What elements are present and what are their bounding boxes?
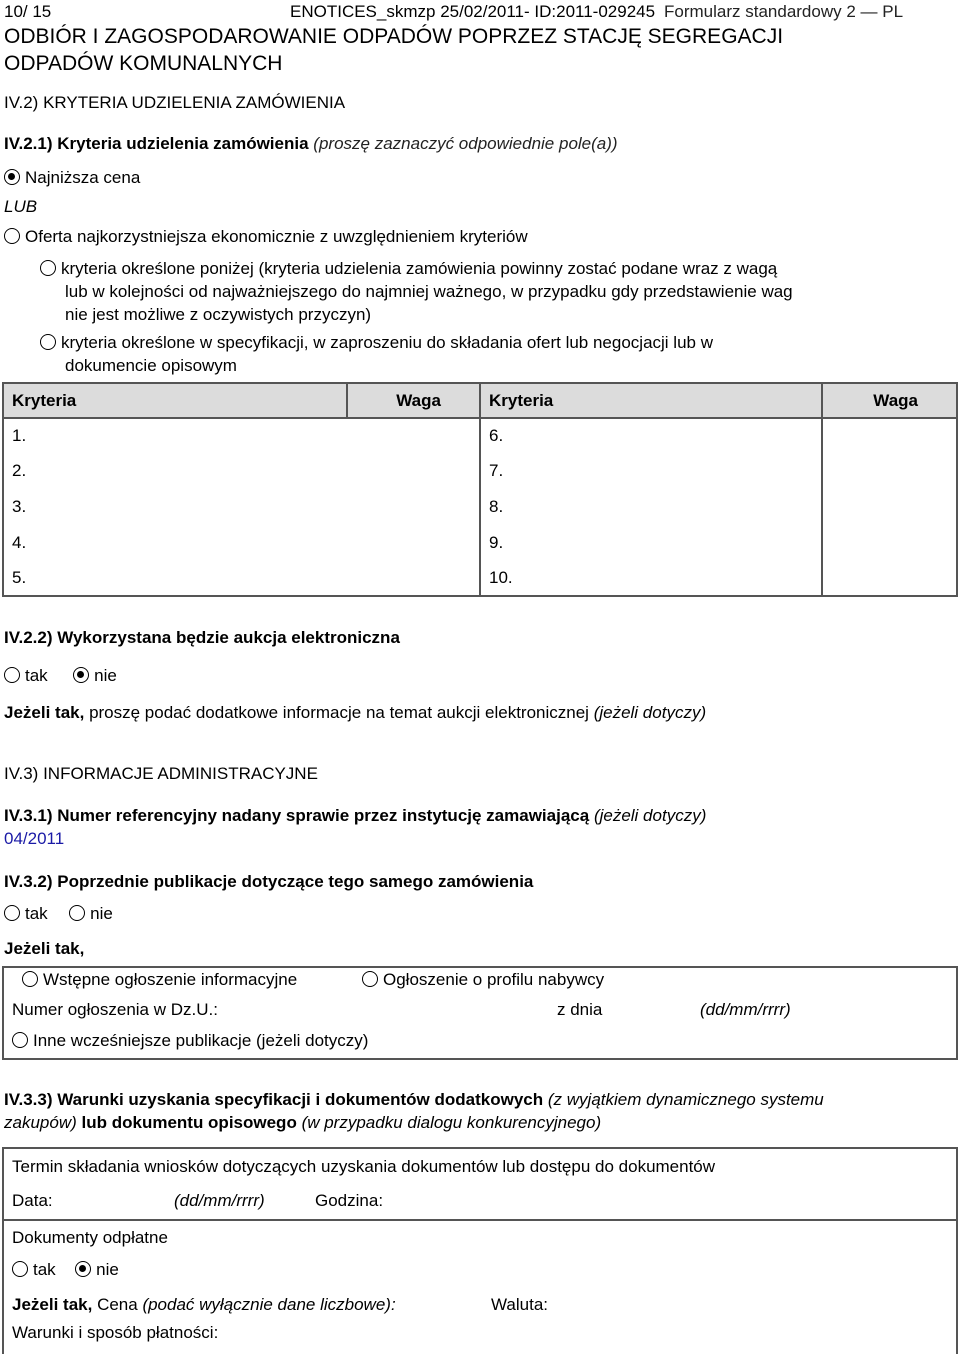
- criterion-right: 7.: [480, 454, 822, 490]
- radio-paid-tak[interactable]: [12, 1261, 28, 1277]
- paid-documents-options: [12, 1260, 119, 1280]
- prior-publication-options: [4, 904, 113, 924]
- radio-prior-tak[interactable]: [4, 905, 20, 921]
- weight-right[interactable]: [822, 489, 957, 525]
- option-other-publications: [12, 1031, 368, 1051]
- auction-if-yes-bold: Jeżeli tak,: [4, 703, 85, 722]
- subsection-iv33-title2: lub dokumentu opisowego: [81, 1113, 297, 1132]
- table-row: [3, 489, 957, 525]
- radio-paid-nie[interactable]: [75, 1261, 91, 1277]
- section-heading-iv2: IV.2) KRYTERIA UDZIELENIA ZAMÓWIENIA: [4, 93, 346, 112]
- subsection-iv31-hint: (jeżeli dotyczy): [593, 806, 707, 825]
- col-header-waga-1: Waga: [347, 383, 480, 418]
- price-hint: (podać wyłącznie dane liczbowe):: [142, 1295, 396, 1314]
- radio-buyer-profile[interactable]: [362, 971, 378, 987]
- weight-right[interactable]: [822, 454, 957, 490]
- price-line: [12, 1295, 396, 1315]
- currency-label: Waluta:: [491, 1295, 549, 1314]
- prior-information-label: Wstępne ogłoszenie informacyjne: [43, 970, 298, 989]
- oj-number-label: Numer ogłoszenia w Dz.U.:: [12, 1000, 218, 1019]
- lub-label: LUB: [4, 197, 38, 216]
- subsection-iv33-line1: [4, 1090, 824, 1110]
- radio-auction-tak[interactable]: [4, 667, 20, 683]
- col-header-kryteria-1: Kryteria: [3, 383, 347, 418]
- radio-prior-information[interactable]: [22, 971, 38, 987]
- criterion-left: 5.: [12, 567, 27, 587]
- subsection-iv22-title: IV.2.2) Wykorzystana będzie aukcja elektroniczna: [4, 628, 400, 647]
- reference-number: 04/2011: [4, 829, 65, 848]
- prior-nie-label: nie: [90, 904, 113, 923]
- payment-terms-label: Warunki i sposób płatności:: [12, 1323, 219, 1342]
- table-row: [3, 560, 957, 596]
- criteria-spec-line1: kryteria określone w specyfikacji, w zaproszeniu do składania ofert lub negocjacji lub w: [61, 333, 713, 352]
- radio-criteria-below[interactable]: [40, 260, 56, 276]
- notice-id: ENOTICES_skmzp 25/02/2011- ID:2011-029245: [290, 2, 656, 21]
- subsection-iv31-title: IV.3.1) Numer referencyjny nadany sprawie przez instytucję zamawiającą: [4, 806, 590, 825]
- radio-best-offer[interactable]: [4, 228, 20, 244]
- radio-prior-nie[interactable]: [69, 905, 85, 921]
- criteria-below-line1: kryteria określone poniżej (kryteria udzielenia zamówienia powinny zostać podane wraz z wagą: [61, 259, 778, 278]
- subsection-iv33-hint2: zakupów): [4, 1113, 77, 1132]
- subsection-iv21-hint: (proszę zaznaczyć odpowiednie pole(a)): [313, 134, 618, 153]
- auction-if-yes-hint: (jeżeli dotyczy): [593, 703, 707, 722]
- criterion-right: 6.: [480, 418, 822, 454]
- table-row: [3, 454, 957, 490]
- radio-criteria-spec[interactable]: [40, 334, 56, 350]
- option-best-offer: [4, 227, 528, 247]
- auction-tak-label: tak: [25, 666, 48, 685]
- subsection-iv21-title: IV.2.1) Kryteria udzielenia zamówienia: [4, 134, 309, 153]
- weight-left[interactable]: [347, 560, 480, 596]
- radio-auction-nie[interactable]: [73, 667, 89, 683]
- deadline-time-label: Godzina:: [315, 1191, 384, 1210]
- weight-left[interactable]: [347, 489, 480, 525]
- criterion-left: 2.: [12, 461, 27, 481]
- weight-left[interactable]: [347, 418, 480, 454]
- criterion-left: 3.: [12, 496, 27, 516]
- page-number: 10/ 15: [4, 2, 52, 21]
- col-header-kryteria-2: Kryteria: [480, 383, 822, 418]
- section-heading-iv3: IV.3) INFORMACJE ADMINISTRACYJNE: [4, 764, 318, 783]
- criterion-right: 9.: [480, 525, 822, 561]
- criteria-below-line2: lub w kolejności od najważniejszego do najmniej ważnego, w przypadku gdy przedstawienie wag: [65, 282, 793, 301]
- oj-date-label: z dnia: [557, 1000, 603, 1019]
- paid-documents-label: Dokumenty odpłatne: [12, 1228, 168, 1247]
- weight-left[interactable]: [347, 525, 480, 561]
- paid-tak-label: tak: [33, 1260, 56, 1279]
- criterion-left: 4.: [12, 532, 27, 552]
- subsection-iv33-line2: [4, 1113, 601, 1133]
- subsection-iv21: [4, 134, 618, 154]
- col-header-waga-2: Waga: [822, 383, 957, 418]
- auction-nie-label: nie: [94, 666, 117, 685]
- subsection-iv33-hint: (z wyjątkiem dynamicznego systemu: [547, 1090, 824, 1109]
- price-if-yes: Jeżeli tak,: [12, 1295, 93, 1314]
- subsection-iv33-title: IV.3.3) Warunki uzyskania specyfikacji i dokumentów dodatkowych: [4, 1090, 544, 1109]
- subsection-iv33-hint3: (w przypadku dialogu konkurencyjnego): [301, 1113, 602, 1132]
- auction-if-yes-text: proszę podać dodatkowe informacje na temat aukcji elektronicznej: [89, 703, 589, 722]
- other-publications-label: Inne wcześniejsze publikacje (jeżeli dotyczy): [33, 1031, 369, 1050]
- criterion-left: 1.: [12, 426, 27, 446]
- option-best-offer-label: Oferta najkorzystniejsza ekonomicznie z uwzględnieniem kryteriów: [25, 227, 528, 246]
- paid-nie-label: nie: [96, 1260, 119, 1279]
- criteria-below-line3: nie jest możliwe z oczywistych przyczyn): [65, 305, 372, 324]
- weight-right[interactable]: [822, 418, 957, 454]
- option-buyer-profile: [362, 970, 604, 990]
- weight-right[interactable]: [822, 525, 957, 561]
- oj-date-format: (dd/mm/rrrr): [700, 1000, 791, 1019]
- radio-other-publications[interactable]: [12, 1032, 28, 1048]
- option-criteria-spec: [40, 333, 713, 353]
- criteria-table-header: [3, 383, 957, 418]
- auction-if-yes: [4, 703, 706, 723]
- option-criteria-below: [40, 259, 777, 279]
- table-row: [3, 418, 957, 454]
- weight-left[interactable]: [347, 454, 480, 490]
- auction-options: [4, 666, 117, 686]
- criterion-right: 10.: [480, 560, 822, 596]
- weight-right[interactable]: [822, 560, 957, 596]
- option-lowest-price: [4, 168, 140, 188]
- criterion-right: 8.: [480, 489, 822, 525]
- table-row: [3, 525, 957, 561]
- document-title-line2: ODPADÓW KOMUNALNYCH: [4, 52, 283, 75]
- subsection-iv32-title: IV.3.2) Poprzednie publikacje dotyczące tego samego zamówienia: [4, 872, 534, 891]
- criteria-spec-line2: dokumencie opisowym: [65, 356, 237, 375]
- deadline-date-format: (dd/mm/rrrr): [174, 1191, 265, 1210]
- document-title-line1: ODBIÓR I ZAGOSPODAROWANIE ODPADÓW POPRZEZ STACJĘ SEGREGACJI: [4, 25, 784, 48]
- deadline-date-label: Data:: [12, 1191, 53, 1210]
- price-label: Cena: [97, 1295, 138, 1314]
- option-prior-information: [22, 970, 297, 990]
- criteria-table: [2, 382, 958, 597]
- form-name: Formularz standardowy 2 — PL: [664, 2, 904, 21]
- option-lowest-price-label: Najniższa cena: [25, 168, 141, 187]
- subsection-iv31: [4, 806, 706, 826]
- radio-lowest-price[interactable]: [4, 169, 20, 185]
- prior-if-yes: Jeżeli tak,: [4, 939, 85, 958]
- documents-deadline-label: Termin składania wniosków dotyczących uzyskania dokumentów lub dostępu do dokumentów: [12, 1157, 716, 1176]
- prior-tak-label: tak: [25, 904, 48, 923]
- buyer-profile-label: Ogłoszenie o profilu nabywcy: [383, 970, 605, 989]
